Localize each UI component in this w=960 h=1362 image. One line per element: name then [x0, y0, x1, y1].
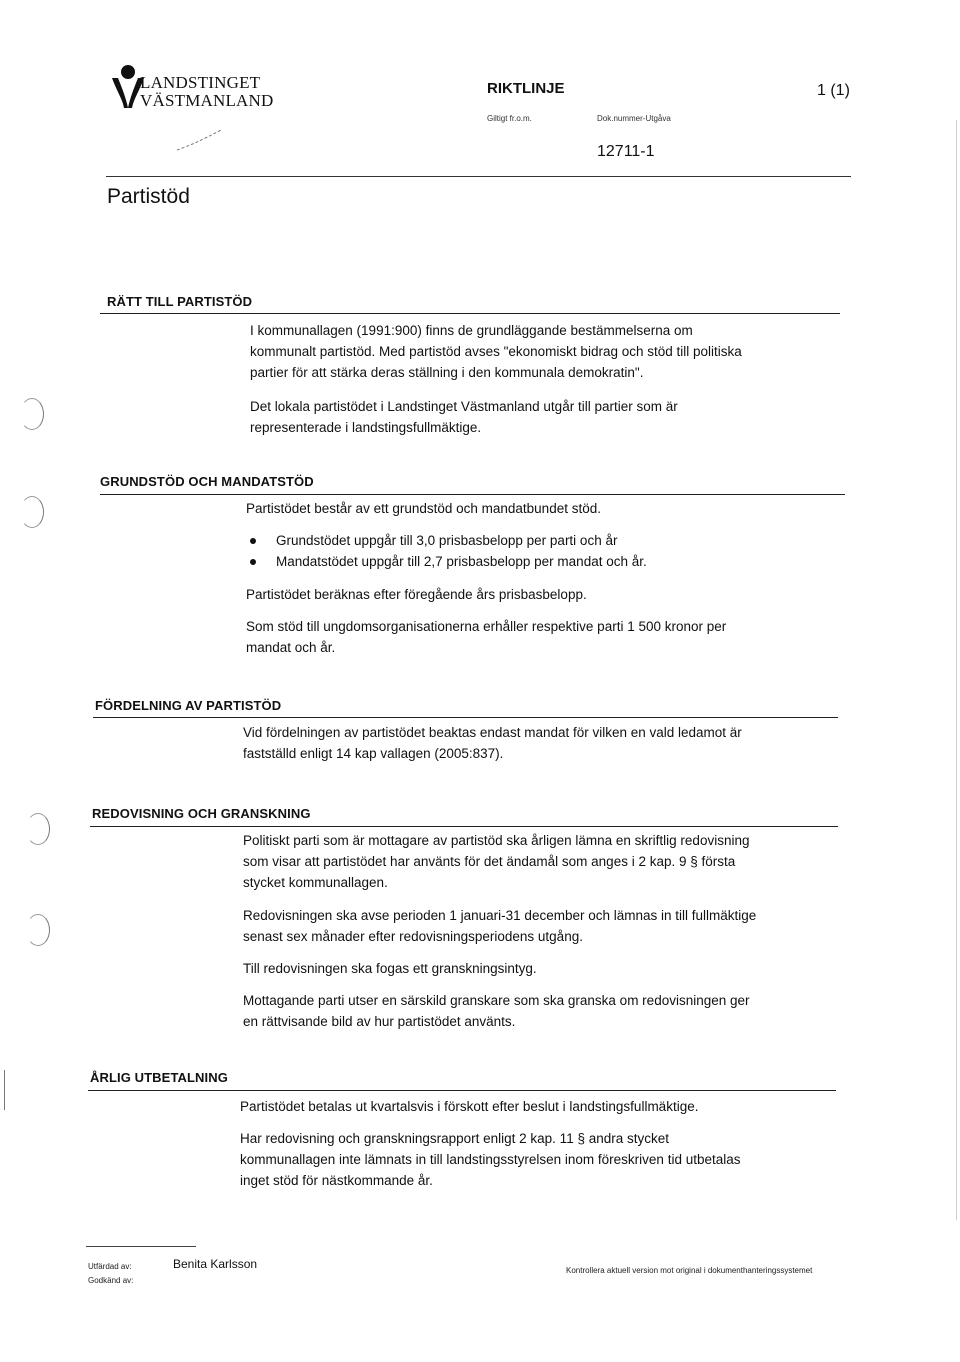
paragraph-grund-intro: Partistödet består av ett grundstöd och mandatbundet stöd. — [246, 501, 601, 516]
paragraph-fordelning-1 — [243, 722, 742, 764]
text-line: Det lokala partistödet i Landstinget Västmanland utgår till partier som är — [250, 399, 678, 414]
scan-edge-line — [956, 120, 957, 1220]
section-rule — [93, 717, 838, 718]
header-divider — [106, 176, 851, 177]
issued-by-label: Utfärdad av: — [88, 1262, 132, 1271]
section-rule — [100, 313, 840, 314]
text-line: stycket kommunallagen. — [243, 875, 388, 890]
text-line: kommunalt partistöd. Med partistöd avses "ekonomiskt bidrag och stöd till politiska — [250, 344, 742, 359]
paragraph-ratt-1 — [250, 320, 742, 383]
section-heading-ratt: RÄTT TILL PARTISTÖD — [107, 294, 253, 309]
footer-rule — [86, 1246, 196, 1247]
bullet-icon — [250, 559, 256, 565]
section-rule — [88, 1090, 836, 1091]
text-line: I kommunallagen (1991:900) finns de grundläggande bestämmelserna om — [250, 323, 693, 338]
text-line: representerade i landstingsfullmäktige. — [250, 420, 482, 435]
org-name-line1: LANDSTINGET — [140, 73, 261, 92]
text-line: Mottagande parti utser en särskild granskare som ska granska om redovisningen ger — [243, 993, 750, 1008]
bullet-item: Mandatstödet uppgår till 2,7 prisbasbelopp per mandat och år. — [276, 554, 647, 569]
text-line: kommunallagen inte lämnats in till landstingsstyrelsen inom föreskriven tid utbetalas — [240, 1152, 741, 1167]
page-number: 1 (1) — [817, 82, 850, 99]
text-line: senast sex månader efter redovisningsperiodens utgång. — [243, 929, 583, 944]
valid-from-label: Giltigt fr.o.m. — [487, 114, 532, 123]
section-heading-redovisning: REDOVISNING OCH GRANSKNING — [92, 806, 311, 821]
section-rule — [100, 494, 845, 495]
paragraph-redovisning-4 — [243, 990, 750, 1032]
paragraph-grund-3 — [246, 616, 726, 658]
bullet-icon — [250, 538, 256, 544]
text-line: Har redovisning och granskningsrapport enligt 2 kap. 11 § andra stycket — [240, 1131, 669, 1146]
binder-hole-icon — [20, 398, 44, 430]
version-control-note: Kontrollera aktuell version mot original i dokumenthanteringssystemet — [566, 1266, 813, 1275]
document-type: RIKTLINJE — [487, 80, 565, 97]
paragraph-arlig-2 — [240, 1128, 741, 1191]
org-name — [140, 74, 273, 110]
issued-by-name: Benita Karlsson — [173, 1257, 258, 1271]
text-line: Vid fördelningen av partistödet beaktas endast mandat för vilken en vald ledamot är — [243, 725, 742, 740]
paragraph-ratt-2 — [250, 396, 678, 438]
section-heading-grund: GRUNDSTÖD OCH MANDATSTÖD — [100, 474, 314, 489]
binder-hole-icon — [26, 914, 50, 946]
org-name-line2: VÄSTMANLAND — [140, 91, 274, 110]
paragraph-redovisning-2 — [243, 905, 756, 947]
text-line: Politiskt parti som är mottagare av partistöd ska årligen lämna en skriftlig redovisning — [243, 833, 750, 848]
pen-stroke-icon — [175, 128, 225, 152]
bullet-item: Grundstödet uppgår till 3,0 prisbasbelopp per parti och år — [276, 533, 618, 548]
section-heading-arlig: ÅRLIG UTBETALNING — [90, 1070, 228, 1085]
paragraph-arlig-1: Partistödet betalas ut kvartalsvis i förskott efter beslut i landstingsfullmäktige. — [240, 1099, 699, 1114]
doc-number: 12711-1 — [597, 143, 655, 160]
paragraph-redovisning-1 — [243, 830, 749, 893]
doc-number-label: Dok.nummer-Utgåva — [597, 114, 671, 123]
section-heading-fordelning: FÖRDELNING AV PARTISTÖD — [95, 698, 282, 713]
paragraph-grund-2: Partistödet beräknas efter föregående års prisbasbelopp. — [246, 587, 587, 602]
text-line: fastställd enligt 14 kap vallagen (2005:837). — [243, 746, 504, 761]
paragraph-redovisning-3: Till redovisningen ska fogas ett granskningsintyg. — [243, 961, 537, 976]
text-line: Redovisningen ska avse perioden 1 januari-31 december och lämnas in till fullmäktige — [243, 908, 757, 923]
scan-edge-line — [4, 1070, 5, 1110]
text-line: partier för att stärka deras ställning i den kommunala demokratin". — [250, 365, 644, 380]
text-line: som visar att partistödet har använts för det ändamål som anges i 2 kap. 9 § första — [243, 854, 736, 869]
binder-hole-icon — [26, 813, 50, 845]
section-rule — [90, 826, 838, 827]
approved-by-label: Godkänd av: — [88, 1276, 134, 1285]
text-line: inget stöd för nästkommande år. — [240, 1173, 433, 1188]
binder-hole-icon — [20, 496, 44, 528]
page-title: Partistöd — [107, 185, 190, 208]
text-line: en rättvisande bild av hur partistödet använts. — [243, 1014, 516, 1029]
text-line: mandat och år. — [246, 640, 336, 655]
text-line: Som stöd till ungdomsorganisationerna erhåller respektive parti 1 500 kronor per — [246, 619, 727, 634]
